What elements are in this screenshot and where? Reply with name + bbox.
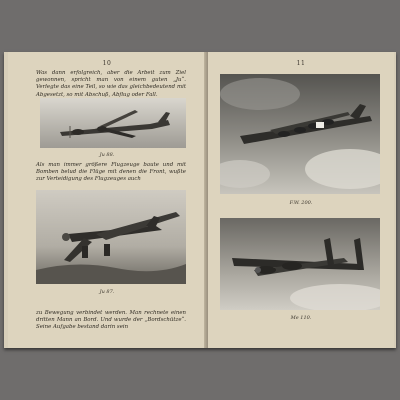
- right-page: [208, 52, 394, 348]
- photo-ju88: [40, 98, 186, 148]
- right-figure-1-caption: F.W. 200.: [289, 200, 313, 206]
- left-page-number: 10: [102, 60, 112, 67]
- photo-fw200: [220, 74, 380, 194]
- open-book: [4, 52, 396, 348]
- left-page: [8, 52, 206, 348]
- photo-ju87: [36, 190, 186, 284]
- left-middle-text: Als man immer größere Flugzeuge baute und mit Bomben belud die Flüge mit denen die Front, wußte zur Verteidigung des Flugzeuges auch: [36, 162, 186, 183]
- photo-me110: [220, 218, 380, 310]
- left-figure-2-caption: Ju 87.: [99, 289, 115, 295]
- right-page-number: 11: [296, 60, 306, 67]
- right-figure-2-caption: Me 110.: [290, 315, 312, 321]
- left-figure-1-caption: Ju 88.: [99, 152, 115, 158]
- left-bottom-text: zu Bewegung verbindet werden. Man rechnete einen dritten Mann an Bord. Und wurde der „Bordschütze“. Seine Aufgabe bestand darin sein: [36, 310, 186, 331]
- left-intro-text: Was dann erfolgreich, aber die Arbeit zum Ziel gewonnen, spricht man von einem guten „Ju“. Verlegte das eine Teil, so wie das gleichbedeutend mit Abgesetzt, so mit Abschuß, Abflug oder Fall.: [36, 70, 186, 98]
